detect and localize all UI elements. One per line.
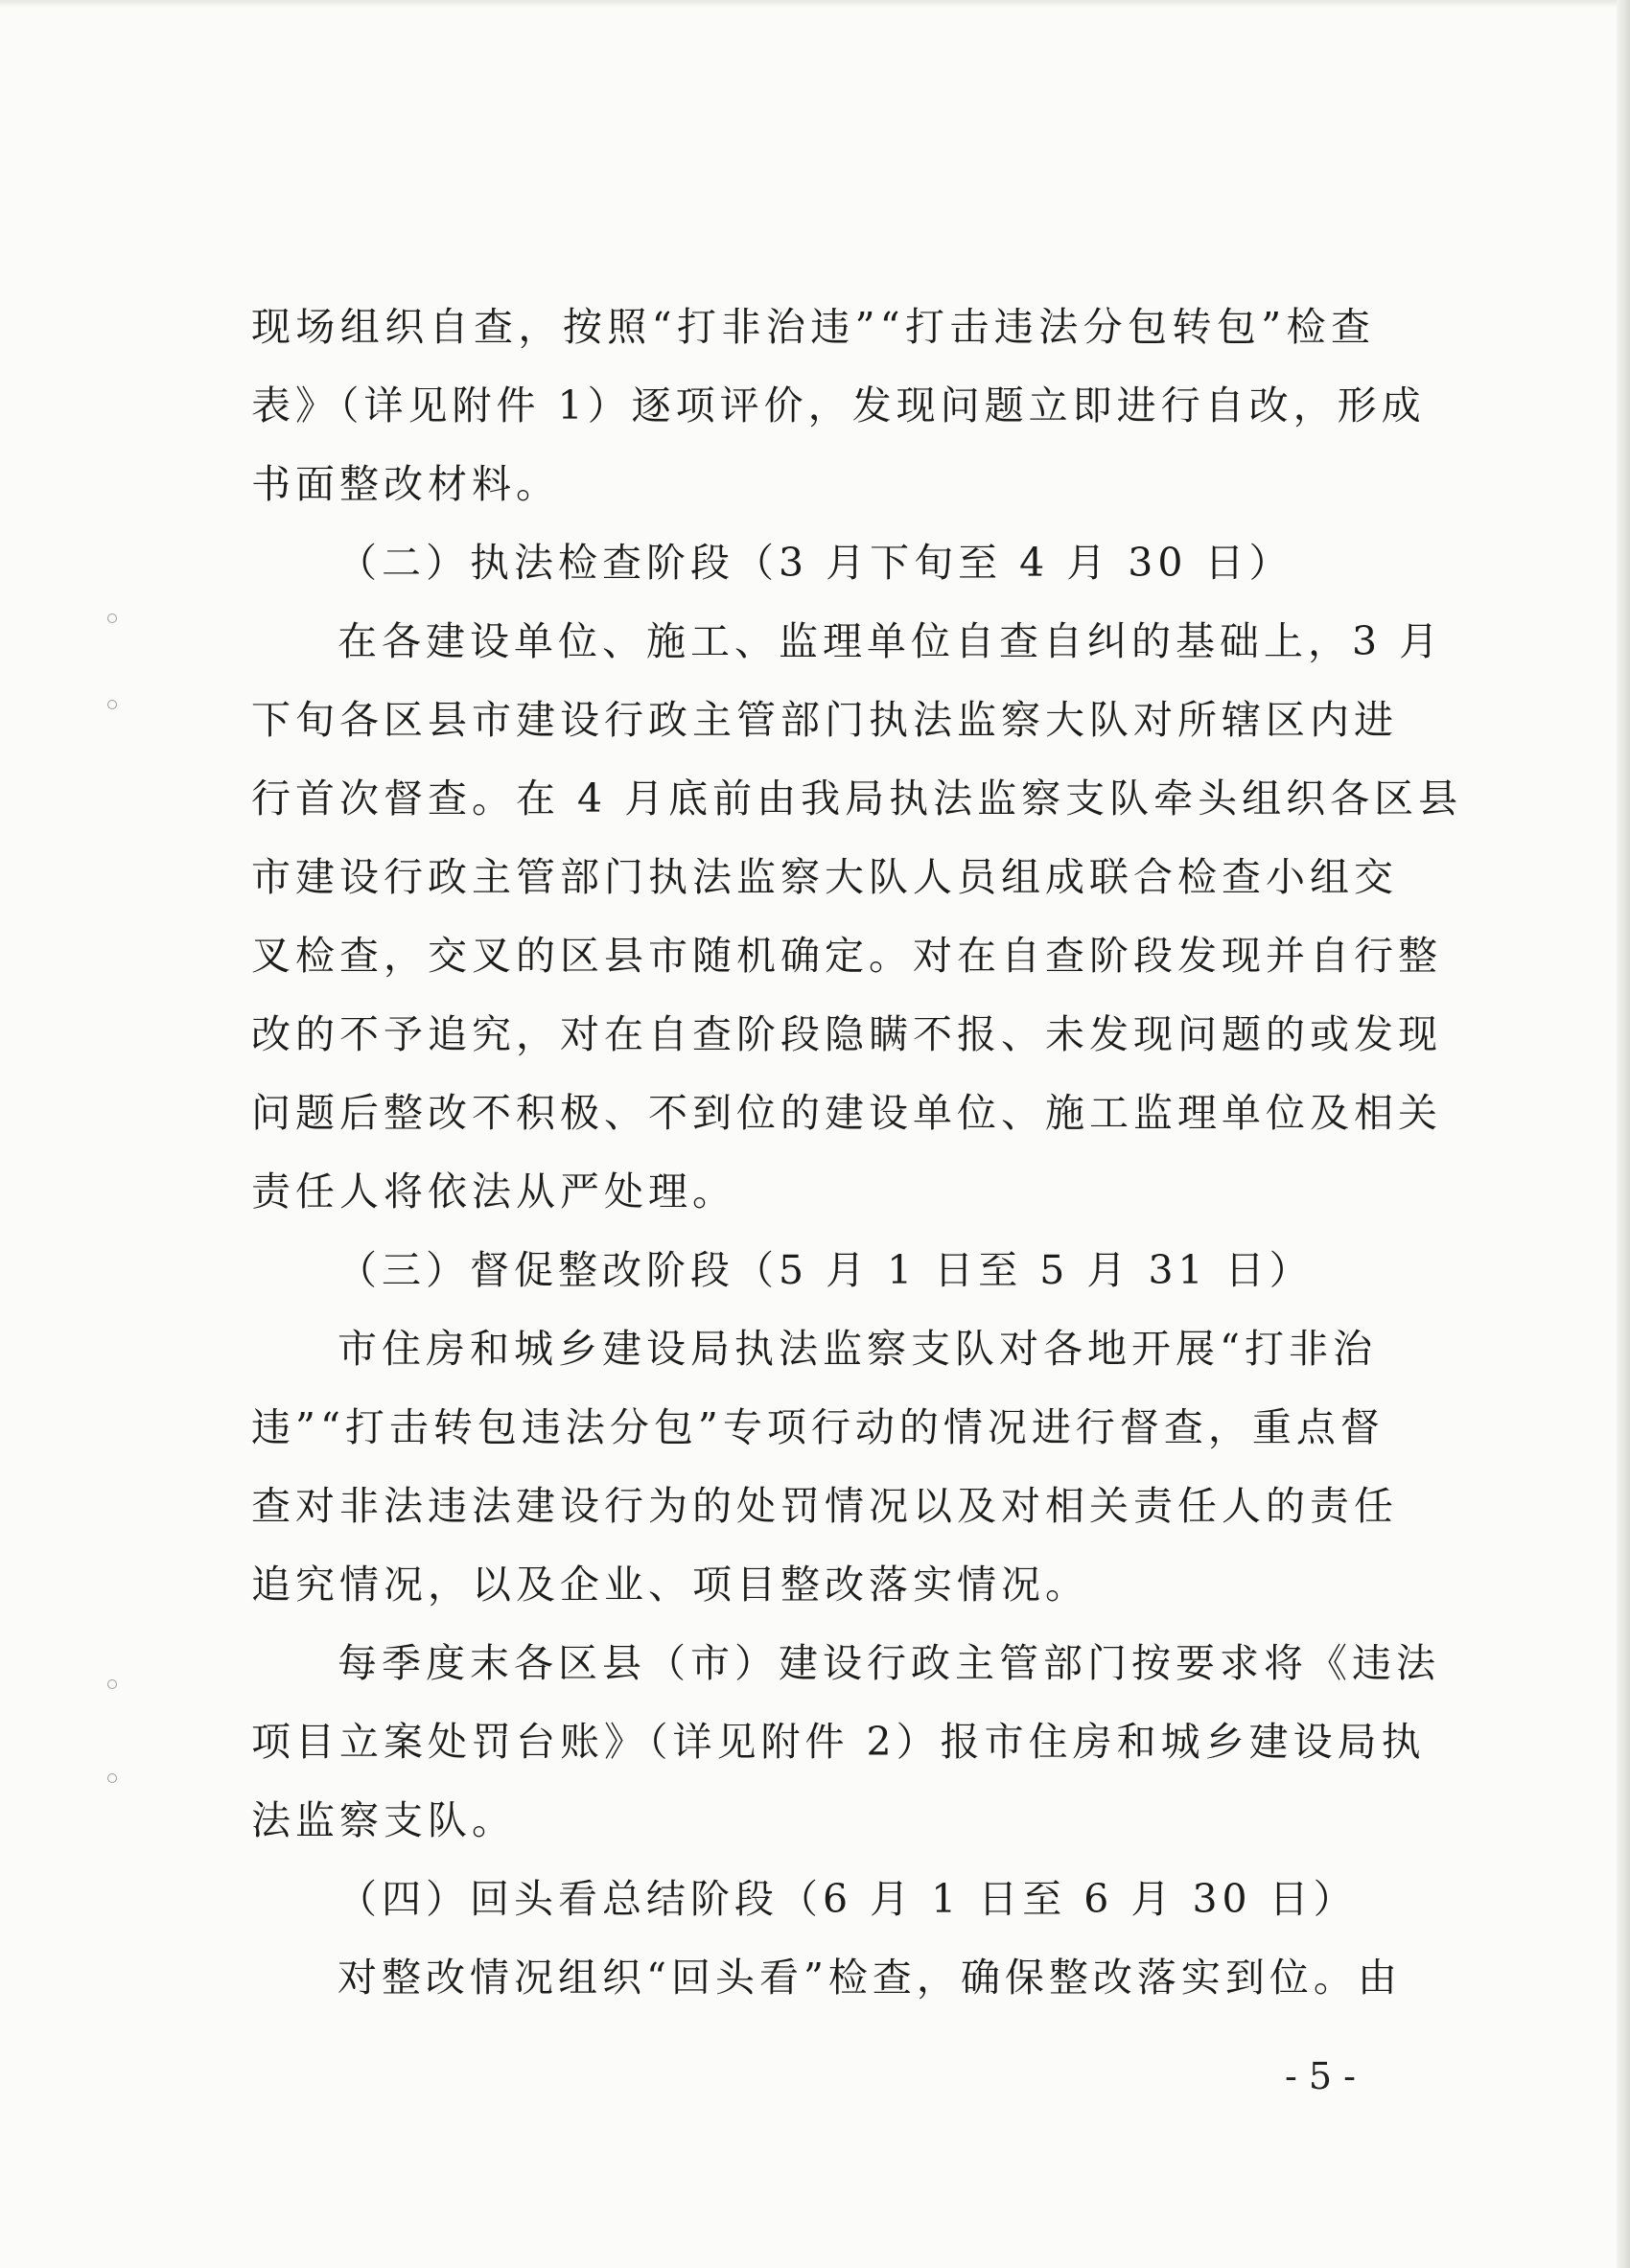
paragraph-line: 市建设行政主管部门执法监察大队人员组成联合检查小组交 bbox=[251, 854, 1398, 900]
binding-hole-mark bbox=[107, 1679, 117, 1689]
paragraph-line: 项目立案处罚台账》（详见附件 2）报市住房和城乡建设局执 bbox=[251, 1719, 1426, 1765]
paragraph-line: 法监察支队。 bbox=[251, 1797, 516, 1843]
paragraph-line: 责任人将依法从严处理。 bbox=[251, 1169, 736, 1215]
paragraph-line: 追究情况，以及企业、项目整改落实情况。 bbox=[251, 1562, 1089, 1608]
binding-hole-mark bbox=[107, 613, 117, 623]
paragraph-line: 市住房和城乡建设局执法监察支队对各地开展“打非治 bbox=[338, 1326, 1377, 1372]
paragraph-line: 下旬各区县市建设行政主管部门执法监察大队对所辖区内进 bbox=[251, 697, 1398, 743]
paragraph-line: 叉检查，交叉的区县市随机确定。对在自查阶段发现并自行整 bbox=[251, 933, 1442, 979]
section-heading: （四）回头看总结阶段（6 月 1 日至 6 月 30 日） bbox=[338, 1876, 1358, 1922]
paragraph-line: 每季度末各区县（市）建设行政主管部门按要求将《违法 bbox=[338, 1640, 1440, 1686]
paragraph-line: 改的不予追究，对在自查阶段隐瞒不报、未发现问题的或发现 bbox=[251, 1011, 1442, 1057]
scan-right-edge bbox=[1617, 0, 1630, 2268]
document-body bbox=[251, 288, 1463, 2017]
section-heading: （二）执法检查阶段（3 月下旬至 4 月 30 日） bbox=[338, 540, 1293, 586]
binding-hole-mark bbox=[107, 700, 117, 709]
section-heading: （三）督促整改阶段（5 月 1 日至 5 月 31 日） bbox=[338, 1247, 1314, 1293]
paragraph-line: 在各建设单位、施工、监理单位自查自纠的基础上，3 月 bbox=[338, 618, 1444, 664]
page-number: - 5 - bbox=[1285, 2055, 1357, 2097]
scan-top-edge bbox=[0, 0, 1630, 8]
paragraph-line: 对整改情况组织“回头看”检查，确保整改落实到位。由 bbox=[338, 1955, 1402, 2001]
paragraph-line: 违”“打击转包违法分包”专项行动的情况进行督查，重点督 bbox=[251, 1404, 1385, 1450]
paragraph-line: 问题后整改不积极、不到位的建设单位、施工监理单位及相关 bbox=[251, 1090, 1442, 1136]
paragraph-line: 书面整改材料。 bbox=[251, 461, 560, 507]
paragraph-line: 行首次督查。在 4 月底前由我局执法监察支队牵头组织各区县 bbox=[251, 775, 1463, 822]
paragraph-line: 查对非法违法建设行为的处罚情况以及对相关责任人的责任 bbox=[251, 1483, 1398, 1529]
paragraph-line: 现场组织自查，按照“打非治违”“打击违法分包转包”检查 bbox=[251, 304, 1375, 350]
binding-hole-mark bbox=[107, 1773, 117, 1783]
paragraph-line: 表》（详见附件 1）逐项评价，发现问题立即进行自改，形成 bbox=[251, 382, 1426, 428]
